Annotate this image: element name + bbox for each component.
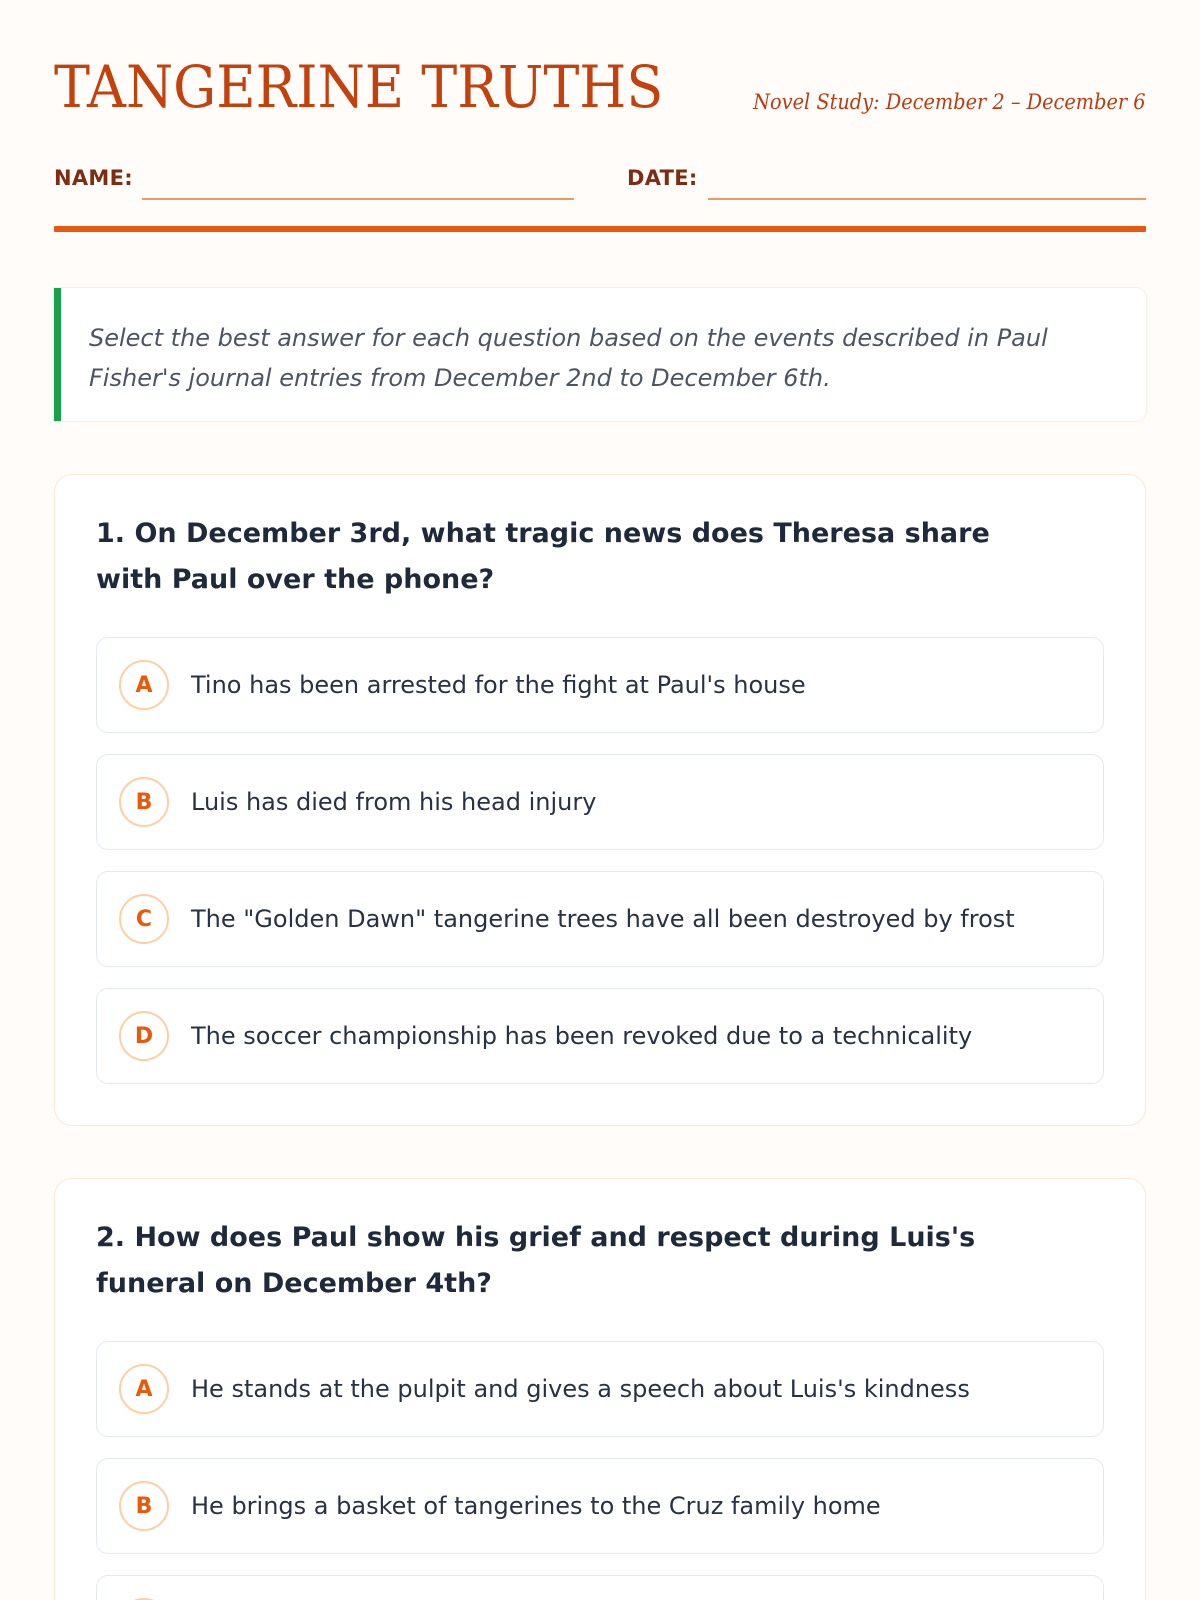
- option-text: He stands at the pulpit and gives a speech about Luis's kindness: [191, 1375, 970, 1403]
- option-letter-badge: B: [119, 777, 169, 827]
- question-card: [54, 474, 1146, 1126]
- header-divider: [54, 226, 1146, 232]
- instructions-text: Select the best answer for each question based on the events described in Paul Fisher's journal entries from December 2nd to December 6th.: [89, 324, 1048, 392]
- answer-option-b[interactable]: [96, 754, 1104, 850]
- student-info-fields: [54, 158, 1146, 200]
- question-text: 1. On December 3rd, what tragic news does Theresa share with Paul over the phone?: [96, 518, 990, 595]
- name-label: NAME:: [54, 166, 133, 190]
- option-text: He brings a basket of tangerines to the Cruz family home: [191, 1492, 881, 1520]
- question-card: [54, 1178, 1146, 1600]
- option-letter-badge: A: [119, 660, 169, 710]
- answer-option-c[interactable]: [96, 871, 1104, 967]
- answer-option-partial[interactable]: [96, 1575, 1104, 1600]
- worksheet-subtitle: Novel Study: December 2 – December 6: [753, 90, 1146, 114]
- worksheet-title: TANGERINE TRUTHS: [54, 53, 664, 121]
- option-text: The "Golden Dawn" tangerine trees have all been destroyed by frost: [191, 905, 1015, 933]
- option-text: Luis has died from his head injury: [191, 788, 597, 816]
- option-letter-badge: C: [119, 894, 169, 944]
- option-text: The soccer championship has been revoked due to a technicality: [191, 1022, 973, 1050]
- answer-options: [96, 637, 1104, 1084]
- question-text: 2. How does Paul show his grief and respect during Luis's funeral on December 4th?: [96, 1222, 976, 1299]
- answer-option-a[interactable]: [96, 1341, 1104, 1437]
- date-field[interactable]: [708, 198, 1146, 200]
- instructions-box: [54, 288, 1146, 421]
- answer-option-d[interactable]: [96, 988, 1104, 1084]
- answer-option-b[interactable]: [96, 1458, 1104, 1554]
- name-field[interactable]: [142, 198, 574, 200]
- date-label: DATE:: [627, 166, 698, 190]
- option-letter-badge: B: [119, 1481, 169, 1531]
- answer-options: [96, 1341, 1104, 1600]
- option-letter-badge: A: [119, 1364, 169, 1414]
- option-letter-badge: D: [119, 1011, 169, 1061]
- header: [54, 52, 1146, 122]
- option-text: Tino has been arrested for the fight at Paul's house: [191, 671, 806, 699]
- answer-option-a[interactable]: [96, 637, 1104, 733]
